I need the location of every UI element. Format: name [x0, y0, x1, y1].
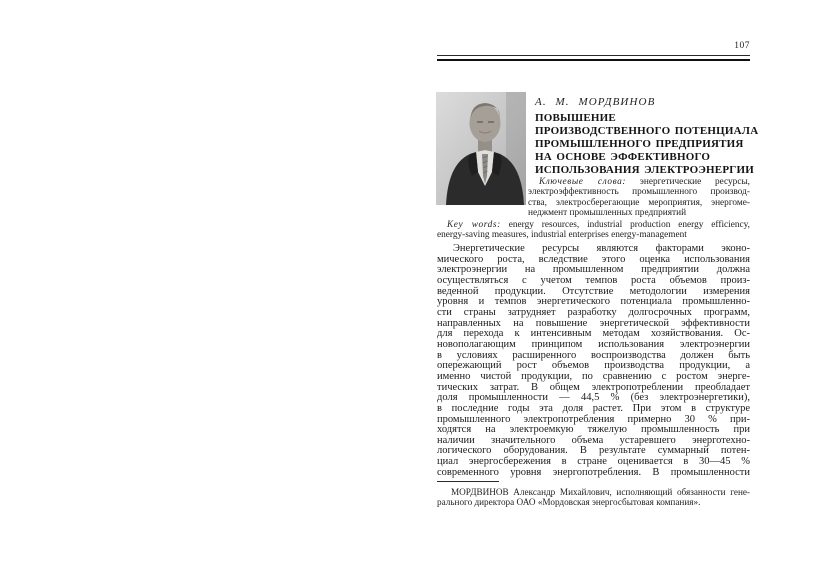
- keywords-ru-rest: [528, 187, 750, 218]
- title-line: ПРОМЫШЛЕННОГО ПРЕДПРИЯТИЯ: [535, 138, 744, 150]
- title-line: ПОВЫШЕНИЕ: [535, 112, 616, 124]
- body-line: доля промышленности — 44,5 % (без электроэнергетики),: [437, 392, 750, 404]
- article-body: [437, 244, 750, 478]
- footnote-line: МОРДВИНОВ Александр Михайлович, исполняющий обязанности гене-: [451, 487, 750, 497]
- title-line: ПРОИЗВОДСТВЕННОГО ПОТЕНЦИАЛА: [535, 125, 759, 137]
- keywords-en-line2: energy-saving measures, industrial enterprises energy-management: [437, 230, 687, 241]
- body-line: новополагающим принципом использования электроэнергии: [437, 338, 750, 350]
- footnote-line: рального директора ОАО «Мордовская энергосбытовая компания».: [437, 497, 701, 508]
- body-line: для перехода к интенсивным методам хозяйствования. Ос-: [437, 328, 750, 340]
- header-rule-thin: [437, 55, 750, 56]
- body-line: наличии значительного объема устаревшего энерготехно-: [437, 434, 750, 446]
- body-line: ходятся на электроемкую тяжелую промышленность при: [437, 424, 750, 436]
- keywords-russian: [528, 177, 750, 218]
- body-line: сти страны затрудняет разработку долгосрочных программ,: [437, 306, 750, 318]
- title-line: НА ОСНОВЕ ЭФФЕКТИВНОГО: [535, 151, 711, 163]
- keywords-ru-line: ства, электросберегающие мероприятия, энергоме-: [528, 197, 750, 208]
- body-line: мического роста, вследствие этого оценка использования: [437, 253, 750, 265]
- body-line: тических затрат. В общем электропотреблении преобладает: [437, 381, 750, 393]
- keywords-ru-first-line: [528, 177, 750, 187]
- body-line: веденной продукции. Отсутствие методологии измерения: [437, 285, 750, 297]
- body-line: в условиях расширенного воспроизводства должен быть: [437, 349, 750, 361]
- body-line: электроэнергии на промышленном предприятии должна: [437, 264, 750, 276]
- footnote: [437, 487, 750, 508]
- body-line: в последние годы эта доля растет. При этом в структуре: [437, 402, 750, 414]
- body-line: именно чистой продукции, по сравнению с ростом энерге-: [437, 370, 750, 382]
- page-number: 107: [734, 41, 750, 51]
- keywords-english: [437, 220, 750, 241]
- body-line: циал энергосбережения в стране оценивается в 30—45 %: [437, 456, 750, 468]
- page-header: [437, 40, 750, 61]
- header-rule-thick: [437, 59, 750, 62]
- body-line: уровня и темпов энергетического потенциала промышленно-: [437, 296, 750, 308]
- body-line: промышленного электропотребления примерно 30 % при-: [437, 413, 750, 425]
- author-portrait-photo: [436, 92, 526, 205]
- body-line: осуществляться с учетом темпов роста объемов произ-: [437, 274, 750, 286]
- body-line: Энергетические ресурсы являются факторами эконо-: [453, 243, 750, 254]
- keywords-ru-label: Ключевые слова:: [539, 177, 627, 187]
- title-line: ИСПОЛЬЗОВАНИЯ ЭЛЕКТРОЭНЕРГИИ: [535, 164, 754, 176]
- keywords-en-first-rest: energy resources, industrial production energy efficiency,: [508, 220, 751, 230]
- keywords-en-label: Key words:: [447, 220, 501, 230]
- keywords-en-first-line: [437, 220, 750, 230]
- keywords-ru-line: электроэффективность промышленного производ-: [528, 187, 750, 198]
- footnote-rule: [437, 481, 499, 482]
- keywords-ru-line: неджмент промышленных предприятий: [528, 207, 687, 218]
- body-line: опережающий рост объемов производства продукции, а: [437, 360, 750, 372]
- keywords-ru-first-rest: энергетические ресурсы,: [639, 177, 751, 187]
- body-line: направленных на повышение энергетической эффективности: [437, 317, 750, 329]
- author-name: А. М. МОРДВИНОВ: [535, 96, 656, 108]
- body-line: логического оборудования. В результате суммарный потен-: [437, 445, 750, 457]
- portrait-illustration: [436, 92, 526, 205]
- body-line: современного уровня энергопотребления. В промышленности: [437, 466, 750, 478]
- article-title: [535, 112, 759, 177]
